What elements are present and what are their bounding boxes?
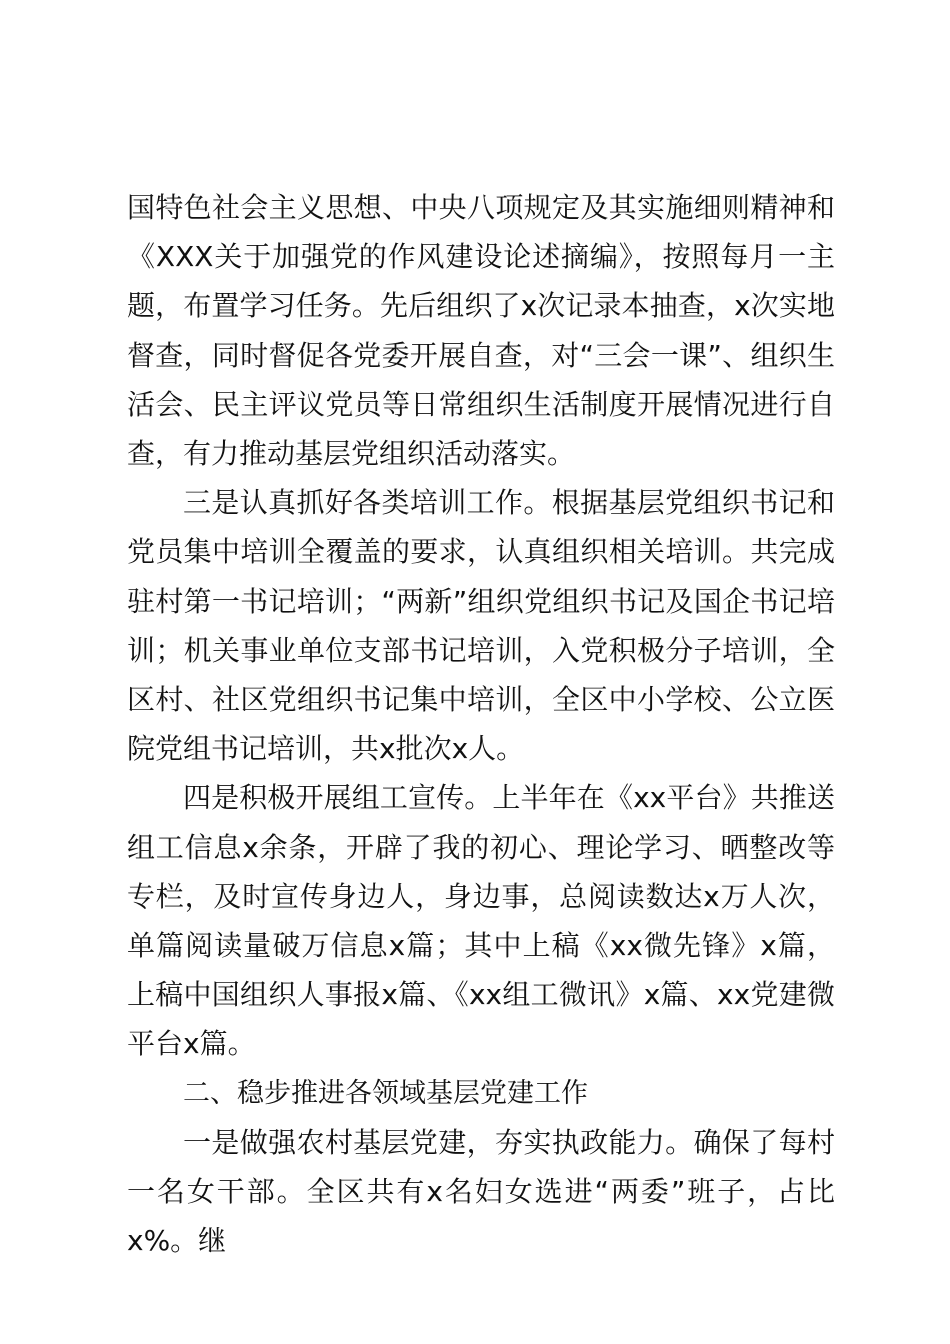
paragraph-training-work: 三是认真抓好各类培训工作。根据基层党组织书记和党员集中培训全覆盖的要求，认真组织相关培训。共完成驻村第一书记培训；“两新”组织党组织书记及国企书记培训；机关事业单位支部书记培训，入党积极分子培训，全区村、社区党组织书记集中培训，全区中小学校、公立医院党组书记培训，共x批次x人。 (127, 486, 835, 766)
section-heading-grassroots-party-building: 二、稳步推进各领域基层党建工作 (183, 1077, 588, 1109)
paragraph-rural-party-building: 一是做强农村基层党建，夯实执政能力。确保了每村一名女干部。全区共有x名妇女选进“两委”班子，占比x%。继 (127, 1125, 835, 1258)
document-body (127, 183, 835, 1265)
paragraph-publicity-work: 四是积极开展组工宣传。上半年在《xx平台》共推送组工信息x余条，开辟了我的初心、理论学习、晒整改等专栏，及时宣传身边人，身边事，总阅读数达x万人次，单篇阅读量破万信息x篇；其中上稿《xx微先锋》x篇，上稿中国组织人事报x篇、《xx组工微讯》x篇、xx党建微平台x篇。 (127, 781, 835, 1061)
paragraph-continued-study: 国特色社会主义思想、中央八项规定及其实施细则精神和《XXX关于加强党的作风建设论述摘编》，按照每月一主题，布置学习任务。先后组织了x次记录本抽查，x次实地督查，同时督促各党委开展自查，对“三会一课”、组织生活会、民主评议党员等日常组织生活制度开展情况进行自查，有力推动基层党组织活动落实。 (127, 191, 835, 471)
